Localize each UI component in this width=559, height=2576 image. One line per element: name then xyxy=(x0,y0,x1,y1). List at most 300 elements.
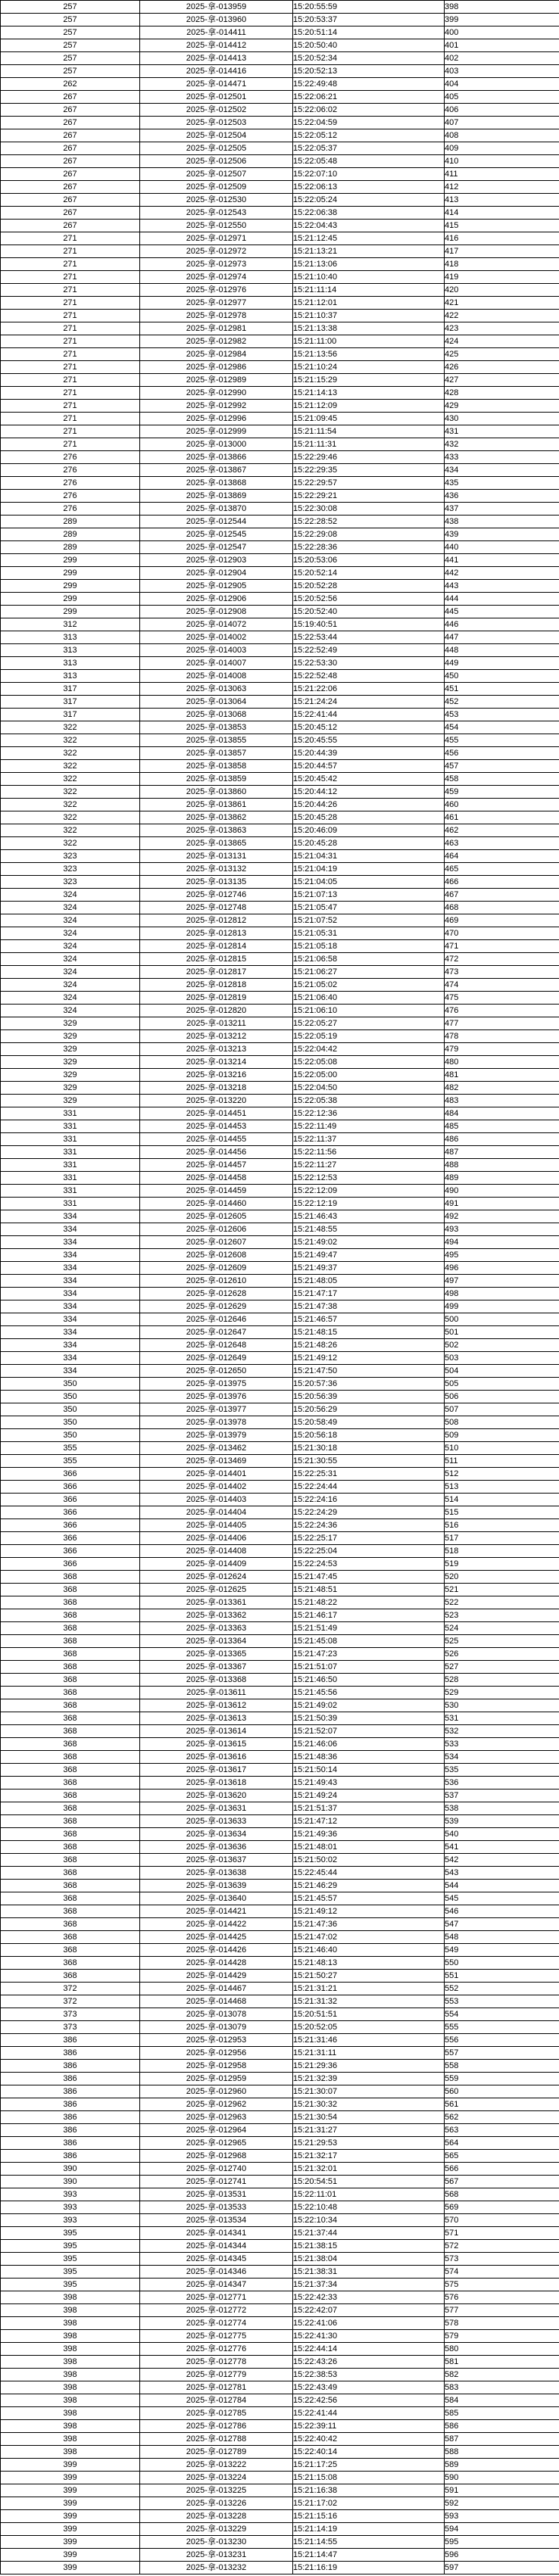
score-cell[interactable]: 368 xyxy=(1,1854,140,1867)
score-cell[interactable]: 350 xyxy=(1,1429,140,1442)
score-cell[interactable]: 271 xyxy=(1,413,140,425)
score-cell[interactable]: 334 xyxy=(1,1236,140,1249)
rank-cell[interactable]: 572 xyxy=(445,2240,559,2253)
id-cell[interactable]: 2025-拿-013211 xyxy=(140,1017,293,1030)
rank-cell[interactable]: 511 xyxy=(445,1455,559,1468)
time-cell[interactable]: 15:22:29:35 xyxy=(293,464,445,477)
time-cell[interactable]: 15:21:04:05 xyxy=(293,876,445,889)
id-cell[interactable]: 2025-拿-012996 xyxy=(140,413,293,425)
id-cell[interactable]: 2025-拿-014409 xyxy=(140,1558,293,1571)
rank-cell[interactable]: 444 xyxy=(445,593,559,606)
time-cell[interactable]: 15:21:46:17 xyxy=(293,1609,445,1622)
time-cell[interactable]: 15:21:16:38 xyxy=(293,2484,445,2497)
time-cell[interactable]: 15:22:25:04 xyxy=(293,1545,445,1558)
id-cell[interactable]: 2025-拿-014404 xyxy=(140,1506,293,1519)
rank-cell[interactable]: 524 xyxy=(445,1622,559,1635)
time-cell[interactable]: 15:20:52:34 xyxy=(293,52,445,65)
time-cell[interactable]: 15:21:49:02 xyxy=(293,1236,445,1249)
id-cell[interactable]: 2025-拿-012789 xyxy=(140,2446,293,2459)
time-cell[interactable]: 15:22:25:31 xyxy=(293,1468,445,1481)
score-cell[interactable]: 257 xyxy=(1,14,140,26)
rank-cell[interactable]: 428 xyxy=(445,387,559,400)
score-cell[interactable]: 322 xyxy=(1,786,140,799)
time-cell[interactable]: 15:22:42:56 xyxy=(293,2394,445,2407)
time-cell[interactable]: 15:22:43:49 xyxy=(293,2381,445,2394)
score-cell[interactable]: 386 xyxy=(1,2111,140,2124)
rank-cell[interactable]: 562 xyxy=(445,2111,559,2124)
rank-cell[interactable]: 449 xyxy=(445,657,559,670)
score-cell[interactable]: 355 xyxy=(1,1442,140,1455)
rank-cell[interactable]: 580 xyxy=(445,2343,559,2356)
score-cell[interactable]: 368 xyxy=(1,1957,140,1970)
time-cell[interactable]: 15:21:10:24 xyxy=(293,361,445,374)
time-cell[interactable]: 15:21:07:52 xyxy=(293,914,445,927)
time-cell[interactable]: 15:22:44:14 xyxy=(293,2343,445,2356)
rank-cell[interactable]: 405 xyxy=(445,91,559,104)
rank-cell[interactable]: 550 xyxy=(445,1957,559,1970)
time-cell[interactable]: 15:20:51:51 xyxy=(293,2008,445,2021)
time-cell[interactable]: 15:21:49:02 xyxy=(293,1699,445,1712)
rank-cell[interactable]: 497 xyxy=(445,1275,559,1288)
time-cell[interactable]: 15:22:24:53 xyxy=(293,1558,445,1571)
time-cell[interactable]: 15:21:46:06 xyxy=(293,1738,445,1751)
rank-cell[interactable]: 459 xyxy=(445,786,559,799)
rank-cell[interactable]: 484 xyxy=(445,1107,559,1120)
time-cell[interactable]: 15:21:38:04 xyxy=(293,2253,445,2266)
time-cell[interactable]: 15:21:14:13 xyxy=(293,387,445,400)
time-cell[interactable]: 15:22:49:48 xyxy=(293,78,445,91)
rank-cell[interactable]: 499 xyxy=(445,1300,559,1313)
time-cell[interactable]: 15:21:06:58 xyxy=(293,953,445,966)
rank-cell[interactable]: 496 xyxy=(445,1262,559,1275)
time-cell[interactable]: 15:21:13:21 xyxy=(293,245,445,258)
id-cell[interactable]: 2025-拿-013959 xyxy=(140,1,293,14)
id-cell[interactable]: 2025-拿-014346 xyxy=(140,2266,293,2279)
id-cell[interactable]: 2025-拿-013469 xyxy=(140,1455,293,1468)
time-cell[interactable]: 15:22:41:06 xyxy=(293,2317,445,2330)
id-cell[interactable]: 2025-拿-013861 xyxy=(140,799,293,811)
time-cell[interactable]: 15:20:44:26 xyxy=(293,799,445,811)
id-cell[interactable]: 2025-拿-014422 xyxy=(140,1918,293,1931)
id-cell[interactable]: 2025-拿-014455 xyxy=(140,1133,293,1146)
id-cell[interactable]: 2025-拿-012506 xyxy=(140,155,293,168)
score-cell[interactable]: 331 xyxy=(1,1159,140,1172)
id-cell[interactable]: 2025-拿-012813 xyxy=(140,927,293,940)
rank-cell[interactable]: 556 xyxy=(445,2034,559,2047)
rank-cell[interactable]: 508 xyxy=(445,1416,559,1429)
score-cell[interactable]: 276 xyxy=(1,477,140,490)
id-cell[interactable]: 2025-拿-012785 xyxy=(140,2407,293,2420)
score-cell[interactable]: 368 xyxy=(1,1777,140,1789)
score-cell[interactable]: 368 xyxy=(1,1815,140,1828)
rank-cell[interactable]: 509 xyxy=(445,1429,559,1442)
rank-cell[interactable]: 522 xyxy=(445,1596,559,1609)
id-cell[interactable]: 2025-拿-012648 xyxy=(140,1339,293,1352)
time-cell[interactable]: 15:21:30:07 xyxy=(293,2085,445,2098)
id-cell[interactable]: 2025-拿-013634 xyxy=(140,1828,293,1841)
time-cell[interactable]: 15:21:24:24 xyxy=(293,696,445,709)
score-cell[interactable]: 398 xyxy=(1,2304,140,2317)
score-cell[interactable]: 317 xyxy=(1,683,140,696)
rank-cell[interactable]: 536 xyxy=(445,1777,559,1789)
score-cell[interactable]: 331 xyxy=(1,1198,140,1210)
rank-cell[interactable]: 451 xyxy=(445,683,559,696)
id-cell[interactable]: 2025-拿-013225 xyxy=(140,2484,293,2497)
id-cell[interactable]: 2025-拿-012507 xyxy=(140,168,293,181)
rank-cell[interactable]: 590 xyxy=(445,2472,559,2484)
score-cell[interactable]: 289 xyxy=(1,528,140,541)
rank-cell[interactable]: 583 xyxy=(445,2381,559,2394)
score-cell[interactable]: 271 xyxy=(1,271,140,284)
rank-cell[interactable]: 453 xyxy=(445,709,559,721)
time-cell[interactable]: 15:22:28:52 xyxy=(293,516,445,528)
score-cell[interactable]: 368 xyxy=(1,1789,140,1802)
id-cell[interactable]: 2025-拿-013636 xyxy=(140,1841,293,1854)
id-cell[interactable]: 2025-拿-013611 xyxy=(140,1687,293,1699)
id-cell[interactable]: 2025-拿-013533 xyxy=(140,2201,293,2214)
id-cell[interactable]: 2025-拿-012740 xyxy=(140,2163,293,2176)
rank-cell[interactable]: 557 xyxy=(445,2047,559,2060)
time-cell[interactable]: 15:21:51:49 xyxy=(293,1622,445,1635)
time-cell[interactable]: 15:22:42:33 xyxy=(293,2291,445,2304)
time-cell[interactable]: 15:20:44:39 xyxy=(293,747,445,760)
score-cell[interactable]: 323 xyxy=(1,863,140,876)
id-cell[interactable]: 2025-拿-012986 xyxy=(140,361,293,374)
id-cell[interactable]: 2025-拿-014072 xyxy=(140,618,293,631)
time-cell[interactable]: 15:21:47:23 xyxy=(293,1648,445,1661)
score-cell[interactable]: 289 xyxy=(1,541,140,554)
time-cell[interactable]: 15:21:29:53 xyxy=(293,2137,445,2150)
score-cell[interactable]: 317 xyxy=(1,709,140,721)
id-cell[interactable]: 2025-拿-013000 xyxy=(140,438,293,451)
time-cell[interactable]: 15:20:53:06 xyxy=(293,554,445,567)
score-cell[interactable]: 271 xyxy=(1,400,140,413)
rank-cell[interactable]: 462 xyxy=(445,824,559,837)
rank-cell[interactable]: 551 xyxy=(445,1970,559,1983)
rank-cell[interactable]: 538 xyxy=(445,1802,559,1815)
score-cell[interactable]: 368 xyxy=(1,1699,140,1712)
score-cell[interactable]: 271 xyxy=(1,348,140,361)
id-cell[interactable]: 2025-拿-013212 xyxy=(140,1030,293,1043)
rank-cell[interactable]: 513 xyxy=(445,1481,559,1494)
time-cell[interactable]: 15:21:50:27 xyxy=(293,1970,445,1983)
rank-cell[interactable]: 561 xyxy=(445,2098,559,2111)
score-cell[interactable]: 368 xyxy=(1,1661,140,1674)
score-cell[interactable]: 399 xyxy=(1,2472,140,2484)
id-cell[interactable]: 2025-拿-012503 xyxy=(140,117,293,129)
id-cell[interactable]: 2025-拿-012504 xyxy=(140,129,293,142)
id-cell[interactable]: 2025-拿-012647 xyxy=(140,1326,293,1339)
score-cell[interactable]: 368 xyxy=(1,1918,140,1931)
score-cell[interactable]: 334 xyxy=(1,1352,140,1365)
rank-cell[interactable]: 406 xyxy=(445,104,559,117)
score-cell[interactable]: 366 xyxy=(1,1506,140,1519)
time-cell[interactable]: 15:21:50:02 xyxy=(293,1854,445,1867)
rank-cell[interactable]: 481 xyxy=(445,1069,559,1082)
time-cell[interactable]: 15:22:04:43 xyxy=(293,220,445,232)
score-cell[interactable]: 368 xyxy=(1,1905,140,1918)
rank-cell[interactable]: 474 xyxy=(445,979,559,992)
id-cell[interactable]: 2025-拿-012646 xyxy=(140,1313,293,1326)
rank-cell[interactable]: 542 xyxy=(445,1854,559,1867)
id-cell[interactable]: 2025-拿-012784 xyxy=(140,2394,293,2407)
rank-cell[interactable]: 547 xyxy=(445,1918,559,1931)
id-cell[interactable]: 2025-拿-012956 xyxy=(140,2047,293,2060)
time-cell[interactable]: 15:21:09:45 xyxy=(293,413,445,425)
id-cell[interactable]: 2025-拿-012545 xyxy=(140,528,293,541)
rank-cell[interactable]: 441 xyxy=(445,554,559,567)
rank-cell[interactable]: 587 xyxy=(445,2433,559,2446)
score-cell[interactable]: 324 xyxy=(1,927,140,940)
id-cell[interactable]: 2025-拿-013531 xyxy=(140,2188,293,2201)
rank-cell[interactable]: 475 xyxy=(445,992,559,1005)
id-cell[interactable]: 2025-拿-013979 xyxy=(140,1429,293,1442)
rank-cell[interactable]: 518 xyxy=(445,1545,559,1558)
time-cell[interactable]: 15:21:12:45 xyxy=(293,232,445,245)
id-cell[interactable]: 2025-拿-013222 xyxy=(140,2459,293,2472)
id-cell[interactable]: 2025-拿-014468 xyxy=(140,1995,293,2008)
rank-cell[interactable]: 467 xyxy=(445,889,559,902)
rank-cell[interactable]: 418 xyxy=(445,258,559,271)
id-cell[interactable]: 2025-拿-012814 xyxy=(140,940,293,953)
score-cell[interactable]: 324 xyxy=(1,1005,140,1017)
score-cell[interactable]: 257 xyxy=(1,1,140,14)
time-cell[interactable]: 15:21:48:01 xyxy=(293,1841,445,1854)
score-cell[interactable]: 324 xyxy=(1,966,140,979)
id-cell[interactable]: 2025-拿-012992 xyxy=(140,400,293,413)
time-cell[interactable]: 15:21:48:13 xyxy=(293,1957,445,1970)
rank-cell[interactable]: 416 xyxy=(445,232,559,245)
time-cell[interactable]: 15:22:05:38 xyxy=(293,1095,445,1107)
id-cell[interactable]: 2025-拿-014008 xyxy=(140,670,293,683)
score-cell[interactable]: 322 xyxy=(1,799,140,811)
id-cell[interactable]: 2025-拿-012543 xyxy=(140,207,293,220)
score-cell[interactable]: 395 xyxy=(1,2227,140,2240)
rank-cell[interactable]: 468 xyxy=(445,902,559,914)
rank-cell[interactable]: 531 xyxy=(445,1712,559,1725)
rank-cell[interactable]: 490 xyxy=(445,1185,559,1198)
time-cell[interactable]: 15:21:48:36 xyxy=(293,1751,445,1764)
score-cell[interactable]: 329 xyxy=(1,1030,140,1043)
id-cell[interactable]: 2025-拿-012812 xyxy=(140,914,293,927)
id-cell[interactable]: 2025-拿-012741 xyxy=(140,2176,293,2188)
score-cell[interactable]: 366 xyxy=(1,1468,140,1481)
score-cell[interactable]: 368 xyxy=(1,1635,140,1648)
time-cell[interactable]: 15:21:38:15 xyxy=(293,2240,445,2253)
score-cell[interactable]: 299 xyxy=(1,554,140,567)
id-cell[interactable]: 2025-拿-013853 xyxy=(140,721,293,734)
time-cell[interactable]: 15:20:58:49 xyxy=(293,1416,445,1429)
time-cell[interactable]: 15:21:06:40 xyxy=(293,992,445,1005)
score-cell[interactable]: 271 xyxy=(1,232,140,245)
score-cell[interactable]: 398 xyxy=(1,2330,140,2343)
rank-cell[interactable]: 450 xyxy=(445,670,559,683)
id-cell[interactable]: 2025-拿-014345 xyxy=(140,2253,293,2266)
rank-cell[interactable]: 575 xyxy=(445,2279,559,2291)
id-cell[interactable]: 2025-拿-012963 xyxy=(140,2111,293,2124)
rank-cell[interactable]: 554 xyxy=(445,2008,559,2021)
id-cell[interactable]: 2025-拿-012530 xyxy=(140,194,293,207)
score-cell[interactable]: 262 xyxy=(1,78,140,91)
time-cell[interactable]: 15:21:49:24 xyxy=(293,1789,445,1802)
score-cell[interactable]: 267 xyxy=(1,117,140,129)
score-cell[interactable]: 398 xyxy=(1,2420,140,2433)
rank-cell[interactable]: 463 xyxy=(445,837,559,850)
rank-cell[interactable]: 520 xyxy=(445,1571,559,1584)
score-cell[interactable]: 331 xyxy=(1,1185,140,1198)
rank-cell[interactable]: 504 xyxy=(445,1365,559,1378)
rank-cell[interactable]: 473 xyxy=(445,966,559,979)
time-cell[interactable]: 15:22:05:08 xyxy=(293,1056,445,1069)
id-cell[interactable]: 2025-拿-012953 xyxy=(140,2034,293,2047)
rank-cell[interactable]: 515 xyxy=(445,1506,559,1519)
rank-cell[interactable]: 519 xyxy=(445,1558,559,1571)
score-cell[interactable]: 271 xyxy=(1,310,140,322)
rank-cell[interactable]: 564 xyxy=(445,2137,559,2150)
time-cell[interactable]: 15:21:48:51 xyxy=(293,1584,445,1596)
score-cell[interactable]: 271 xyxy=(1,425,140,438)
score-cell[interactable]: 373 xyxy=(1,2008,140,2021)
rank-cell[interactable]: 457 xyxy=(445,760,559,773)
id-cell[interactable]: 2025-拿-013976 xyxy=(140,1391,293,1403)
score-cell[interactable]: 368 xyxy=(1,1970,140,1983)
rank-cell[interactable]: 521 xyxy=(445,1584,559,1596)
rank-cell[interactable]: 527 xyxy=(445,1661,559,1674)
rank-cell[interactable]: 488 xyxy=(445,1159,559,1172)
rank-cell[interactable]: 533 xyxy=(445,1738,559,1751)
time-cell[interactable]: 15:21:30:18 xyxy=(293,1442,445,1455)
id-cell[interactable]: 2025-拿-014406 xyxy=(140,1532,293,1545)
rank-cell[interactable]: 552 xyxy=(445,1983,559,1995)
rank-cell[interactable]: 413 xyxy=(445,194,559,207)
rank-cell[interactable]: 574 xyxy=(445,2266,559,2279)
time-cell[interactable]: 15:21:07:13 xyxy=(293,889,445,902)
time-cell[interactable]: 15:21:46:29 xyxy=(293,1880,445,1892)
time-cell[interactable]: 15:22:12:53 xyxy=(293,1172,445,1185)
time-cell[interactable]: 15:21:22:06 xyxy=(293,683,445,696)
id-cell[interactable]: 2025-拿-013368 xyxy=(140,1674,293,1687)
id-cell[interactable]: 2025-拿-013613 xyxy=(140,1712,293,1725)
rank-cell[interactable]: 437 xyxy=(445,503,559,516)
score-cell[interactable]: 329 xyxy=(1,1069,140,1082)
rank-cell[interactable]: 415 xyxy=(445,220,559,232)
rank-cell[interactable]: 545 xyxy=(445,1892,559,1905)
time-cell[interactable]: 15:22:40:14 xyxy=(293,2446,445,2459)
rank-cell[interactable]: 586 xyxy=(445,2420,559,2433)
time-cell[interactable]: 15:20:52:13 xyxy=(293,65,445,78)
rank-cell[interactable]: 398 xyxy=(445,1,559,14)
time-cell[interactable]: 15:22:43:26 xyxy=(293,2356,445,2369)
score-cell[interactable]: 271 xyxy=(1,245,140,258)
rank-cell[interactable]: 436 xyxy=(445,490,559,503)
id-cell[interactable]: 2025-拿-012903 xyxy=(140,554,293,567)
rank-cell[interactable]: 419 xyxy=(445,271,559,284)
rank-cell[interactable]: 500 xyxy=(445,1313,559,1326)
rank-cell[interactable]: 460 xyxy=(445,799,559,811)
id-cell[interactable]: 2025-拿-013614 xyxy=(140,1725,293,1738)
rank-cell[interactable]: 543 xyxy=(445,1867,559,1880)
id-cell[interactable]: 2025-拿-012968 xyxy=(140,2150,293,2163)
score-cell[interactable]: 398 xyxy=(1,2433,140,2446)
time-cell[interactable]: 15:20:54:51 xyxy=(293,2176,445,2188)
score-cell[interactable]: 398 xyxy=(1,2343,140,2356)
score-cell[interactable]: 271 xyxy=(1,387,140,400)
time-cell[interactable]: 15:22:25:17 xyxy=(293,1532,445,1545)
time-cell[interactable]: 15:22:05:12 xyxy=(293,129,445,142)
rank-cell[interactable]: 505 xyxy=(445,1378,559,1391)
time-cell[interactable]: 15:22:24:36 xyxy=(293,1519,445,1532)
score-cell[interactable]: 368 xyxy=(1,1584,140,1596)
rank-cell[interactable]: 525 xyxy=(445,1635,559,1648)
rank-cell[interactable]: 493 xyxy=(445,1223,559,1236)
rank-cell[interactable]: 429 xyxy=(445,400,559,413)
time-cell[interactable]: 15:20:52:40 xyxy=(293,606,445,618)
time-cell[interactable]: 15:21:48:22 xyxy=(293,1596,445,1609)
score-cell[interactable]: 271 xyxy=(1,438,140,451)
time-cell[interactable]: 15:21:13:56 xyxy=(293,348,445,361)
id-cell[interactable]: 2025-拿-014002 xyxy=(140,631,293,644)
score-cell[interactable]: 334 xyxy=(1,1288,140,1300)
rank-cell[interactable]: 526 xyxy=(445,1648,559,1661)
score-cell[interactable]: 399 xyxy=(1,2562,140,2574)
time-cell[interactable]: 15:20:52:56 xyxy=(293,593,445,606)
rank-cell[interactable]: 476 xyxy=(445,1005,559,1017)
id-cell[interactable]: 2025-拿-014429 xyxy=(140,1970,293,1983)
rank-cell[interactable]: 596 xyxy=(445,2549,559,2562)
id-cell[interactable]: 2025-拿-013960 xyxy=(140,14,293,26)
time-cell[interactable]: 15:21:37:34 xyxy=(293,2279,445,2291)
id-cell[interactable]: 2025-拿-012906 xyxy=(140,593,293,606)
time-cell[interactable]: 15:22:07:10 xyxy=(293,168,445,181)
score-cell[interactable]: 386 xyxy=(1,2060,140,2073)
time-cell[interactable]: 15:21:49:36 xyxy=(293,1828,445,1841)
id-cell[interactable]: 2025-拿-013862 xyxy=(140,811,293,824)
score-cell[interactable]: 322 xyxy=(1,734,140,747)
time-cell[interactable]: 15:21:47:50 xyxy=(293,1365,445,1378)
id-cell[interactable]: 2025-拿-013631 xyxy=(140,1802,293,1815)
time-cell[interactable]: 15:22:40:42 xyxy=(293,2433,445,2446)
rank-cell[interactable]: 486 xyxy=(445,1133,559,1146)
id-cell[interactable]: 2025-拿-014408 xyxy=(140,1545,293,1558)
score-cell[interactable]: 329 xyxy=(1,1043,140,1056)
rank-cell[interactable]: 577 xyxy=(445,2304,559,2317)
id-cell[interactable]: 2025-拿-014451 xyxy=(140,1107,293,1120)
id-cell[interactable]: 2025-拿-014344 xyxy=(140,2240,293,2253)
time-cell[interactable]: 15:21:48:26 xyxy=(293,1339,445,1352)
rank-cell[interactable]: 507 xyxy=(445,1403,559,1416)
score-cell[interactable]: 322 xyxy=(1,837,140,850)
rank-cell[interactable]: 532 xyxy=(445,1725,559,1738)
rank-cell[interactable]: 494 xyxy=(445,1236,559,1249)
rank-cell[interactable]: 465 xyxy=(445,863,559,876)
rank-cell[interactable]: 498 xyxy=(445,1288,559,1300)
time-cell[interactable]: 15:21:05:47 xyxy=(293,902,445,914)
id-cell[interactable]: 2025-拿-014421 xyxy=(140,1905,293,1918)
id-cell[interactable]: 2025-拿-013131 xyxy=(140,850,293,863)
time-cell[interactable]: 15:21:12:01 xyxy=(293,297,445,310)
score-cell[interactable]: 368 xyxy=(1,1944,140,1957)
time-cell[interactable]: 15:20:56:18 xyxy=(293,1429,445,1442)
score-cell[interactable]: 386 xyxy=(1,2047,140,2060)
score-cell[interactable]: 393 xyxy=(1,2188,140,2201)
time-cell[interactable]: 15:21:15:08 xyxy=(293,2472,445,2484)
score-cell[interactable]: 299 xyxy=(1,606,140,618)
rank-cell[interactable]: 427 xyxy=(445,374,559,387)
id-cell[interactable]: 2025-拿-012820 xyxy=(140,1005,293,1017)
rank-cell[interactable]: 433 xyxy=(445,451,559,464)
id-cell[interactable]: 2025-拿-013857 xyxy=(140,747,293,760)
time-cell[interactable]: 15:21:13:06 xyxy=(293,258,445,271)
